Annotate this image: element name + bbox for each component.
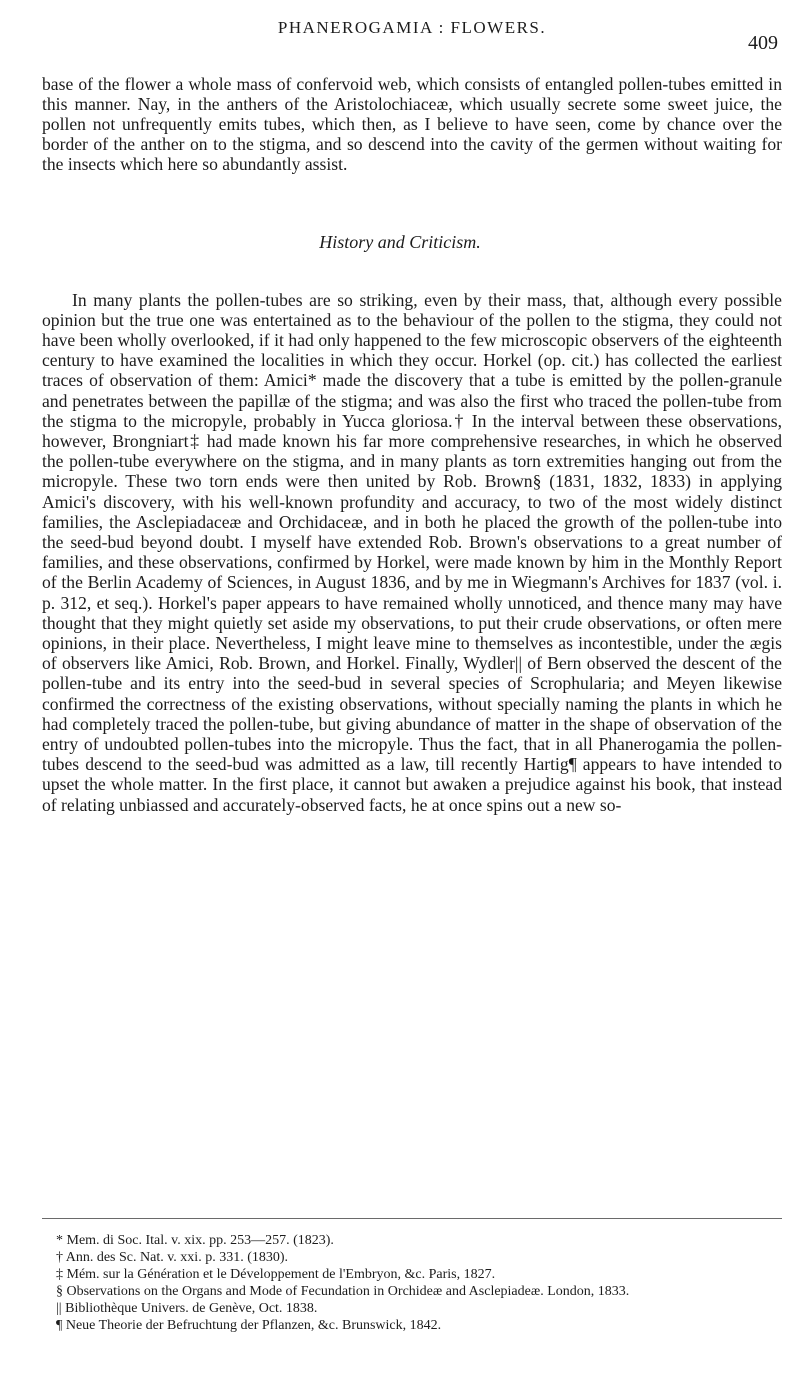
footnotes <box>42 1232 782 1334</box>
footnote-hartig: ¶ Neue Theorie der Befruchtung der Pflanzen, &c. Brunswick, 1842. <box>56 1318 442 1333</box>
page-number: 409 <box>748 32 778 54</box>
footnote-ann-sc-nat: † Ann. des Sc. Nat. v. xxi. p. 331. (1830). <box>56 1250 289 1265</box>
paragraph-history: In many plants the pollen-tubes are so striking, even by their mass, that, although every possible opinion but the true one was entertained as to the behaviour of the pollen to the stigma, they could not have been wholly overlooked, if it had only happened to the few microscopic observers of the eighteenth century to have examined the localities in which they occur. Horkel (op. cit.) has collected the earliest traces of observation of them: Amici* made the discovery that a tube is emitted by the pollen-granule and penetrates between the papillæ of the stigma; and was also the first who traced the pollen-tube from the stigma to the micropyle, probably in Yucca gloriosa.† In the interval between these observations, however, Brongniart‡ had made known his far more comprehensive researches, in which he observed the pollen-tube everywhere on the stigma, and in many plants as torn extremities hanging out from the micropyle. These two torn ends were then united by Rob. Brown§ (1831, 1832, 1833) in applying Amici's discovery, with his well-known profundity and accuracy, to two of the most widely distinct families, the Asclepiadaceæ and Orchidaceæ, and in both he placed the growth of the pollen-tube into the seed-bud beyond doubt. I myself have extended Rob. Brown's observations to a great number of families, and these observations, confirmed by Horkel, were made known by him in the Monthly Report of the Berlin Academy of Sciences, in August 1836, and by me in Wiegmann's Archives for 1837 (vol. i. p. 312, et seq.). Horkel's paper appears to have remained wholly unnoticed, and thence many may have thought that they might quietly set aside my observations, to put their crude observations, or often mere opinions, in their place. Nevertheless, I might leave mine to themselves as incontestible, under the ægis of observers like Amici, Rob. Brown, and Horkel. Finally, Wydler|| of Bern observed the descent of the pollen-tube and its entry into the seed-bud in several species of Scrophularia; and Meyen likewise confirmed the correctness of the existing observations, without specially naming the plants in which he had completely traced the pollen-tube, but giving abundance of matter in the shape of observation of the entry of undoubted pollen-tubes into the micropyle. Thus the fact, that in all Phanerogamia the pollen-tubes descend to the seed-bud was admitted as a law, till recently Hartig¶ appears to have intended to upset the whole matter. In the first place, it cannot but awaken a prejudice against his book, that instead of relating unbiassed and accurately-observed facts, he at once spins out a new so- <box>42 289 782 815</box>
paragraph-continued: base of the flower a whole mass of confervoid web, which consists of entangled pollen-tubes emitted in this manner. Nay, in the anthers of the Aristolochiaceæ, which usually secrete some sweet juice, the pollen not unfrequently emits tubes, which then, as I believe to have seen, come by chance over the border of the anther on to the stigma, and so descend into the cavity of the germen without waiting for the insects which here so abundantly assist. <box>42 73 782 175</box>
running-title: PHANEROGAMIA : FLOWERS. <box>277 18 547 37</box>
footnote-wydler: || Bibliothèque Univers. de Genève, Oct. 1838. <box>56 1301 318 1316</box>
footnote-brown: § Observations on the Organs and Mode of Fecundation in Orchideæ and Asclepiadeæ. London, 1833. <box>56 1284 630 1299</box>
running-head <box>38 16 786 52</box>
footnote-rule <box>42 1218 782 1219</box>
footnote-amici: * Mem. di Soc. Ital. v. xix. pp. 253—257. (1823). <box>56 1233 334 1248</box>
footnote-brongniart: ‡ Mém. sur la Génération et le Développement de l'Embryon, &c. Paris, 1827. <box>56 1267 496 1282</box>
section-heading: History and Criticism. <box>319 232 481 252</box>
